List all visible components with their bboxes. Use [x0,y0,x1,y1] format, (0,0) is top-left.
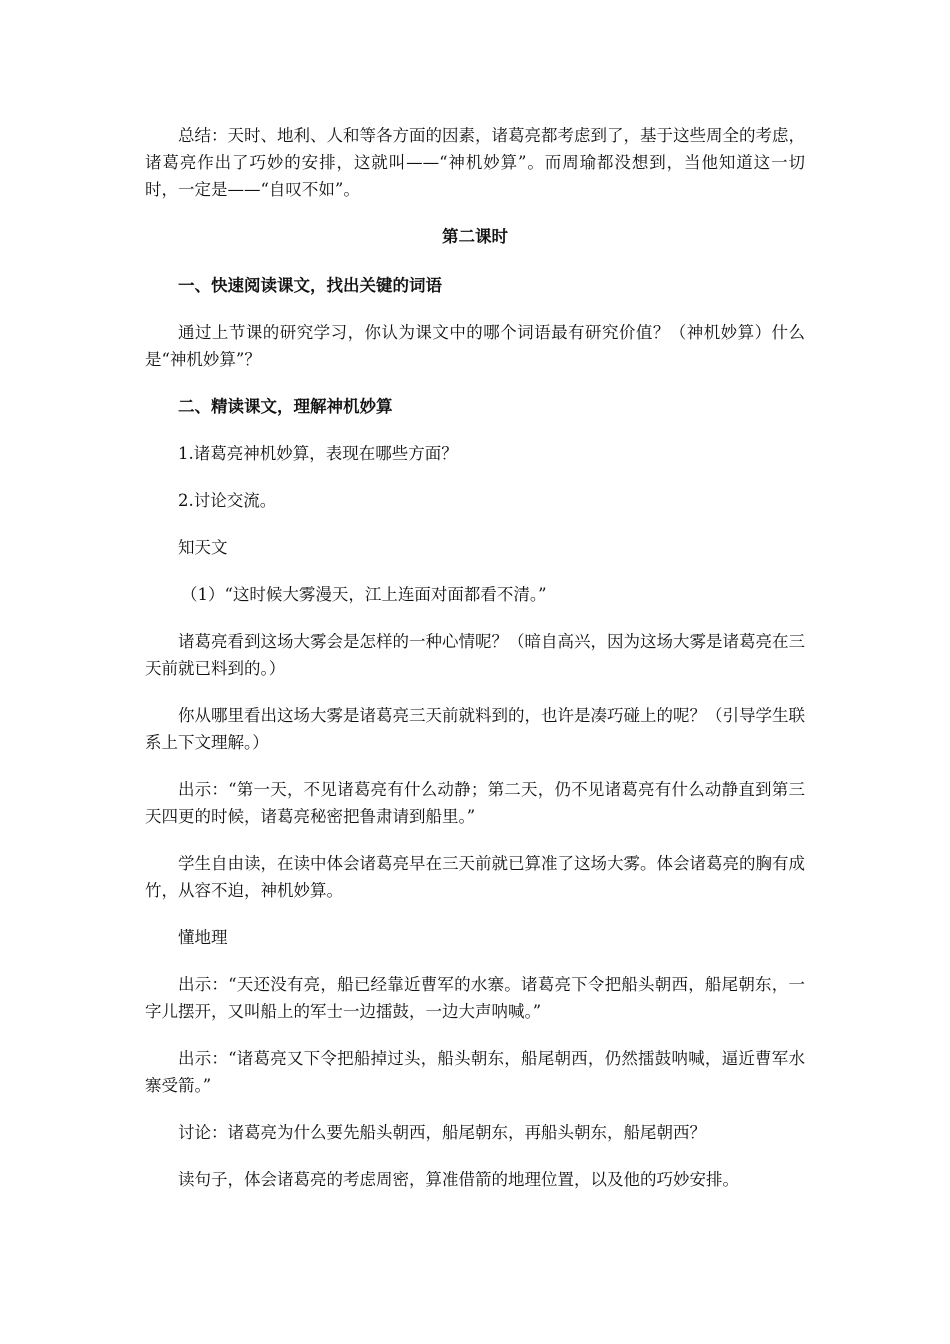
subheading-dili: 懂地理 [178,928,228,947]
show-quote-2: 出示：“天还没有亮，船已经靠近曹军的水寨。诸葛亮下令把船头朝西，船尾朝东，一字儿摆开，又叫船上的军士一边擂鼓，一边大声呐喊。” [145,975,805,1021]
summary-paragraph: 总结：天时、地利、人和等各方面的因素，诸葛亮都考虑到了，基于这些周全的考虑，诸葛亮作出了巧妙的安排，这就叫——“神机妙算”。而周瑜都没想到，当他知道这一切时，一定是——“自叹不如”。 [145,126,805,199]
section1-paragraph: 通过上节课的研究学习，你认为课文中的哪个词语最有研究价值？（神机妙算）什么是“神机妙算”？ [145,323,805,369]
list-item-1: 1.诸葛亮神机妙算，表现在哪些方面？ [178,444,458,463]
list-item-2: 2.讨论交流。 [178,491,277,510]
subheading-tianwen: 知天文 [178,538,228,557]
final-paragraph: 读句子，体会诸葛亮的考虑周密，算准借箭的地理位置，以及他的巧妙安排。 [178,1170,739,1189]
section-heading-2: 二、精读课文，理解神机妙算 [178,397,393,416]
where-paragraph: 你从哪里看出这场大雾是诸葛亮三天前就料到的，也许是凑巧碰上的呢？（引导学生联系上下文理解。） [145,706,805,752]
read-paragraph: 学生自由读，在读中体会诸葛亮早在三天前就已算准了这场大雾。体会诸葛亮的胸有成竹，从容不迫，神机妙算。 [145,854,805,900]
section-heading-1: 一、快速阅读课文，找出关键的词语 [178,276,442,295]
discussion-paragraph: 讨论：诸葛亮为什么要先船头朝西，船尾朝东，再船头朝东，船尾朝西？ [178,1123,706,1142]
mood-paragraph: 诸葛亮看到这场大雾会是怎样的一种心情呢？（暗自高兴，因为这场大雾是诸葛亮在三天前就已料到的。） [145,632,805,678]
show-quote-1: 出示：“第一天，不见诸葛亮有什么动静；第二天，仍不见诸葛亮有什么动静直到第三天四更的时候，诸葛亮秘密把鲁肃请到船里。” [145,780,805,826]
document-body [145,122,805,1213]
show-quote-3: 出示：“诸葛亮又下令把船掉过头，船头朝东，船尾朝西，仍然擂鼓呐喊，逼近曹军水寨受箭。” [145,1049,805,1095]
quote-1: （1）“这时候大雾漫天，江上连面对面都看不清。” [181,585,547,604]
lesson-title: 第二课时 [442,227,508,246]
